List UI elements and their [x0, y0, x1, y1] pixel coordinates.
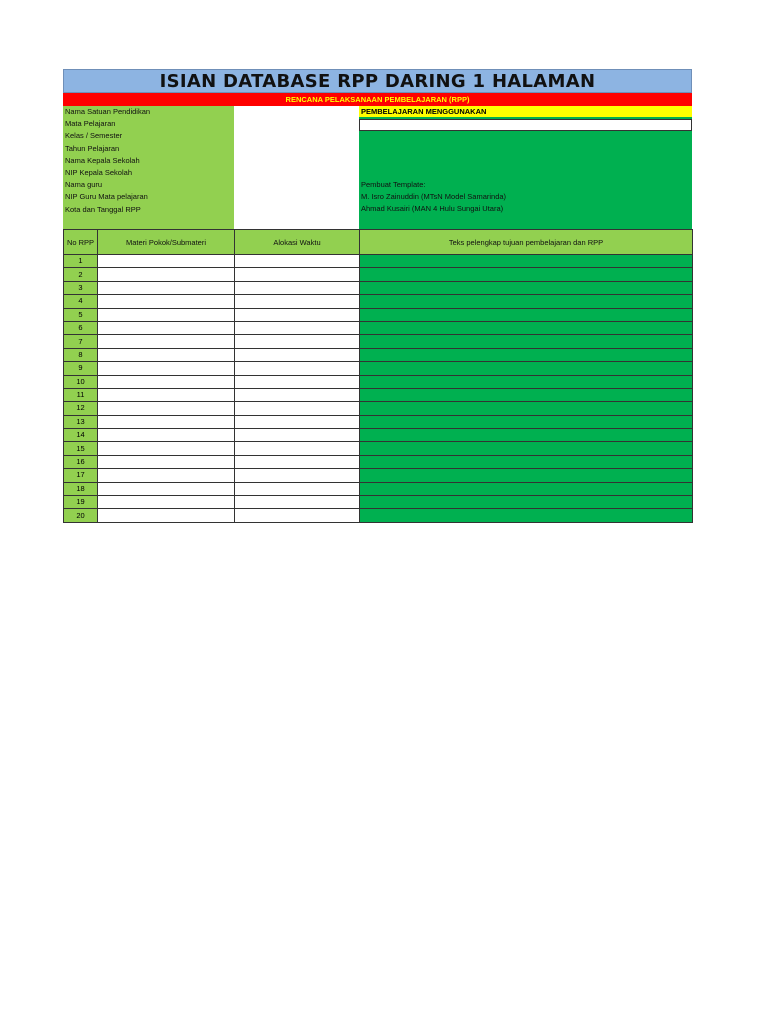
row-number: 14	[64, 429, 98, 442]
alokasi-cell[interactable]	[235, 348, 360, 361]
rpp-table	[63, 229, 693, 523]
row-number: 10	[64, 375, 98, 388]
alokasi-cell[interactable]	[235, 281, 360, 294]
field-label-school: Nama Satuan Pendidikan	[65, 107, 151, 116]
materi-cell[interactable]	[98, 321, 235, 334]
row-number: 2	[64, 268, 98, 281]
materi-cell[interactable]	[98, 348, 235, 361]
row-number: 3	[64, 281, 98, 294]
table-row	[64, 362, 693, 375]
row-number: 18	[64, 482, 98, 495]
materi-cell[interactable]	[98, 496, 235, 509]
alokasi-cell[interactable]	[235, 496, 360, 509]
table-row	[64, 455, 693, 468]
alokasi-cell[interactable]	[235, 295, 360, 308]
teks-cell[interactable]	[360, 281, 693, 294]
materi-cell[interactable]	[98, 268, 235, 281]
template-authors	[361, 179, 506, 216]
row-number: 7	[64, 335, 98, 348]
teks-cell[interactable]	[360, 335, 693, 348]
field-values-input[interactable]	[234, 106, 359, 229]
table-row	[64, 348, 693, 361]
materi-cell[interactable]	[98, 442, 235, 455]
table-row	[64, 268, 693, 281]
table-row	[64, 335, 693, 348]
field-label-city-date: Kota dan Tanggal RPP	[65, 204, 141, 214]
materi-cell[interactable]	[98, 469, 235, 482]
field-label-teacher: Nama guru	[65, 180, 103, 190]
table-row	[64, 442, 693, 455]
authors-heading: Pembuat Template:	[361, 180, 426, 189]
table-row	[64, 415, 693, 428]
alokasi-cell[interactable]	[235, 321, 360, 334]
materi-cell[interactable]	[98, 295, 235, 308]
alokasi-cell[interactable]	[235, 429, 360, 442]
teks-cell[interactable]	[360, 496, 693, 509]
header-no-rpp: No RPP	[64, 230, 98, 255]
alokasi-cell[interactable]	[235, 255, 360, 268]
teks-cell[interactable]	[360, 321, 693, 334]
teks-cell[interactable]	[360, 455, 693, 468]
materi-cell[interactable]	[98, 375, 235, 388]
materi-cell[interactable]	[98, 281, 235, 294]
teks-cell[interactable]	[360, 415, 693, 428]
teks-cell[interactable]	[360, 388, 693, 401]
header-alokasi: Alokasi Waktu	[235, 230, 360, 255]
alokasi-cell[interactable]	[235, 308, 360, 321]
table-row	[64, 402, 693, 415]
row-number: 17	[64, 469, 98, 482]
table-row	[64, 308, 693, 321]
spreadsheet	[63, 69, 692, 523]
teks-cell[interactable]	[360, 308, 693, 321]
table-row	[64, 321, 693, 334]
table-row	[64, 375, 693, 388]
header-materi: Materi Pokok/Submateri	[98, 230, 235, 255]
materi-cell[interactable]	[98, 335, 235, 348]
teks-cell[interactable]	[360, 509, 693, 522]
field-label-teacher-nip: NIP Guru Mata pelajaran	[65, 192, 148, 202]
teks-cell[interactable]	[360, 255, 693, 268]
table-row	[64, 469, 693, 482]
row-number: 5	[64, 308, 98, 321]
row-number: 8	[64, 348, 98, 361]
teks-cell[interactable]	[360, 348, 693, 361]
alokasi-cell[interactable]	[235, 268, 360, 281]
table-body	[64, 255, 693, 523]
alokasi-cell[interactable]	[235, 442, 360, 455]
row-number: 16	[64, 455, 98, 468]
field-label-principal-nip: NIP Kepala Sekolah	[65, 167, 132, 177]
teks-cell[interactable]	[360, 295, 693, 308]
row-number: 13	[64, 415, 98, 428]
table-row	[64, 388, 693, 401]
table-row	[64, 496, 693, 509]
teks-cell[interactable]	[360, 362, 693, 375]
teks-cell[interactable]	[360, 469, 693, 482]
materi-cell[interactable]	[98, 415, 235, 428]
materi-cell[interactable]	[98, 429, 235, 442]
teks-cell[interactable]	[360, 268, 693, 281]
alokasi-cell[interactable]	[235, 375, 360, 388]
author-line-1: M. Isro Zainuddin (MTsN Model Samarinda)	[361, 192, 507, 202]
table-row	[64, 295, 693, 308]
info-section	[63, 106, 692, 229]
alokasi-cell[interactable]	[235, 469, 360, 482]
table-row	[64, 429, 693, 442]
teks-cell[interactable]	[360, 402, 693, 415]
row-number: 12	[64, 402, 98, 415]
alokasi-cell[interactable]	[235, 362, 360, 375]
alokasi-cell[interactable]	[235, 402, 360, 415]
author-line-2: Ahmad Kusairi (MAN 4 Hulu Sungai Utara)	[361, 204, 504, 214]
page-title: ISIAN DATABASE RPP DARING 1 HALAMAN	[63, 69, 692, 93]
table-row	[64, 509, 693, 522]
teks-cell[interactable]	[360, 429, 693, 442]
alokasi-cell[interactable]	[235, 482, 360, 495]
table-row	[64, 255, 693, 268]
row-number: 4	[64, 295, 98, 308]
row-number: 9	[64, 362, 98, 375]
header-teks: Teks pelengkap tujuan pembelajaran dan RPP	[360, 230, 693, 255]
teks-cell[interactable]	[360, 482, 693, 495]
field-label-principal: Nama Kepala Sekolah	[65, 155, 140, 165]
row-number: 20	[64, 509, 98, 522]
field-label-subject: Mata Pelajaran	[65, 119, 116, 129]
subtitle-banner: RENCANA PELAKSANAAN PEMBELAJARAN (RPP)	[63, 93, 692, 106]
row-number: 15	[64, 442, 98, 455]
materi-cell[interactable]	[98, 402, 235, 415]
materi-cell[interactable]	[98, 362, 235, 375]
alokasi-cell[interactable]	[235, 388, 360, 401]
materi-cell[interactable]	[98, 482, 235, 495]
field-label-class: Kelas / Semester	[65, 131, 123, 141]
row-number: 19	[64, 496, 98, 509]
field-labels	[63, 106, 234, 229]
method-label: PEMBELAJARAN MENGGUNAKAN	[359, 106, 692, 117]
alokasi-cell[interactable]	[235, 335, 360, 348]
table-row	[64, 281, 693, 294]
row-number: 1	[64, 255, 98, 268]
materi-cell[interactable]	[98, 388, 235, 401]
materi-cell[interactable]	[98, 255, 235, 268]
table-row	[64, 482, 693, 495]
row-number: 6	[64, 321, 98, 334]
row-number: 11	[64, 388, 98, 401]
alokasi-cell[interactable]	[235, 455, 360, 468]
field-label-year: Tahun Pelajaran	[65, 143, 120, 153]
teks-cell[interactable]	[360, 442, 693, 455]
method-input[interactable]	[359, 119, 692, 131]
teks-cell[interactable]	[360, 375, 693, 388]
materi-cell[interactable]	[98, 455, 235, 468]
materi-cell[interactable]	[98, 308, 235, 321]
table-header-row	[64, 230, 693, 255]
alokasi-cell[interactable]	[235, 415, 360, 428]
materi-cell[interactable]	[98, 509, 235, 522]
alokasi-cell[interactable]	[235, 509, 360, 522]
